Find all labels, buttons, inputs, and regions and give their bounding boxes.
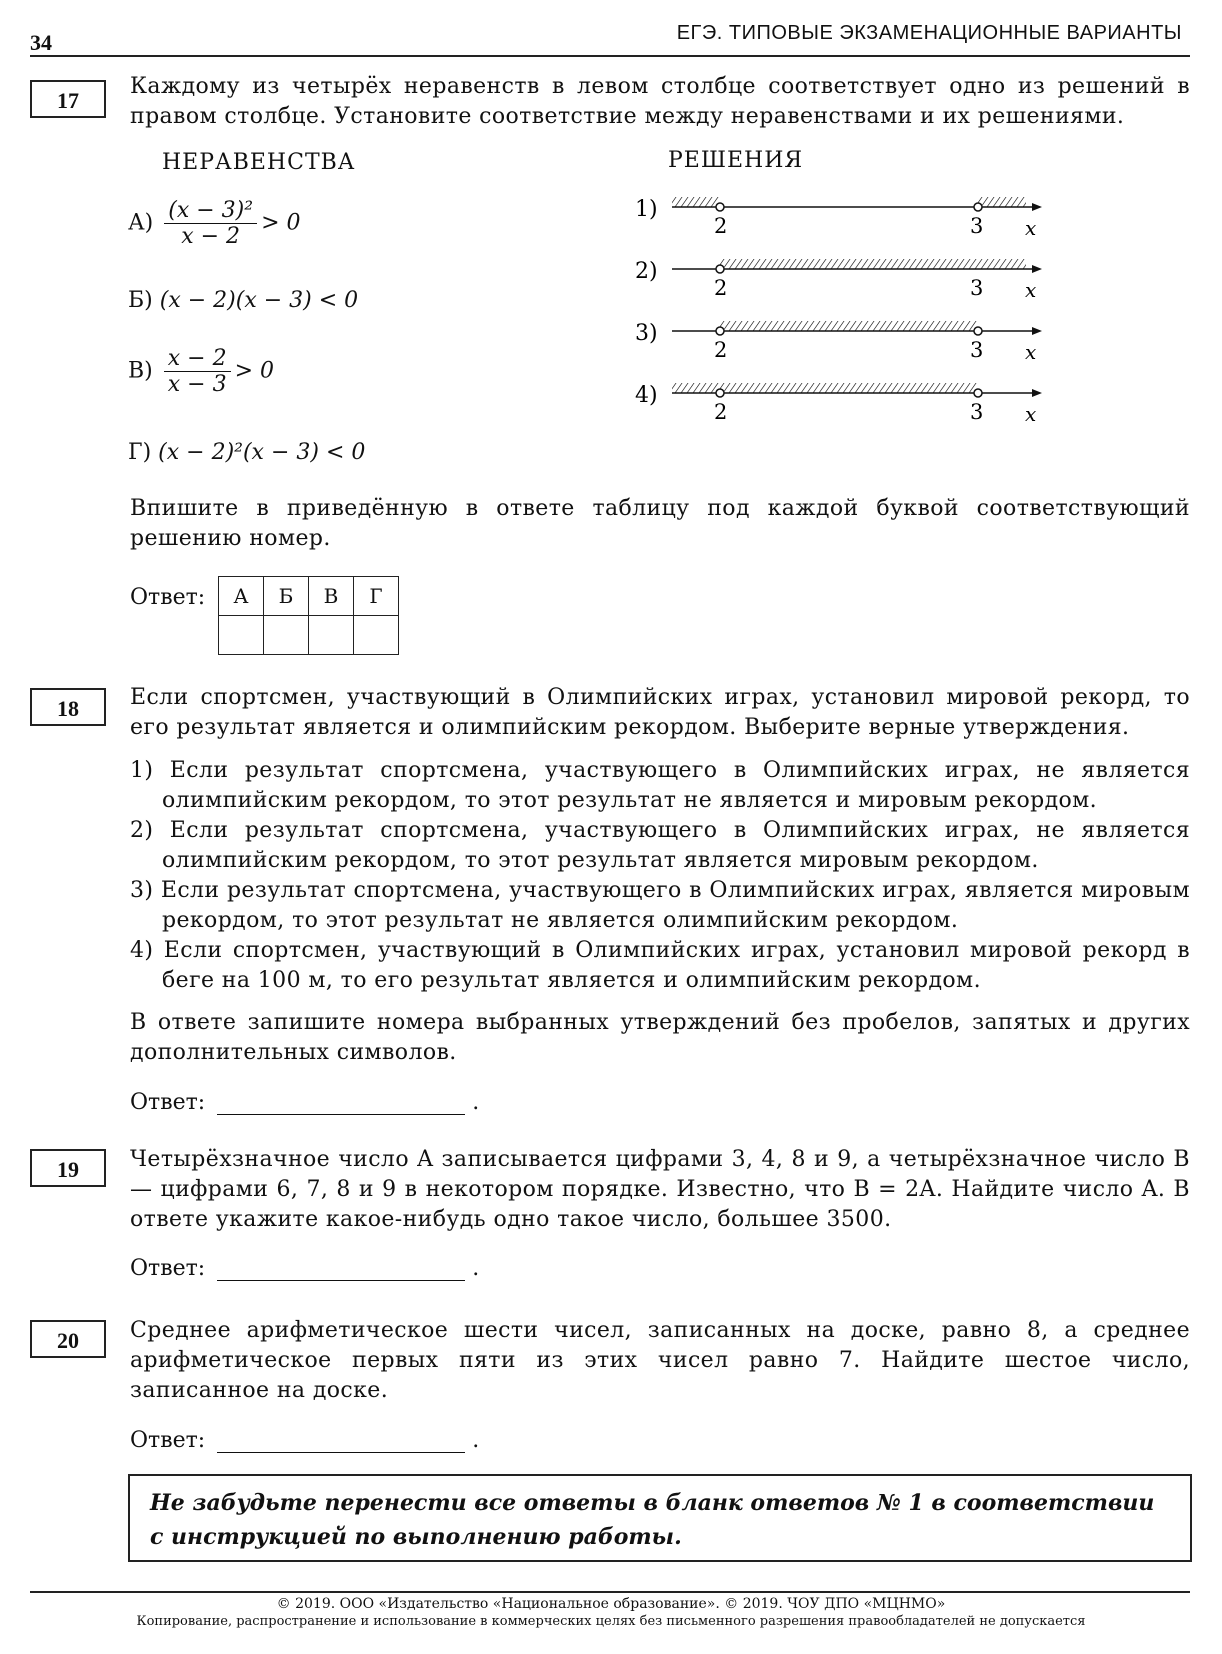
inequality-a	[128, 198, 301, 249]
solution-2-tick-3: 3	[970, 276, 984, 300]
solution-1-axis-label: x	[1025, 216, 1037, 240]
solution-4-tick-3: 3	[970, 400, 984, 424]
task-17-answer-table	[218, 576, 399, 655]
task-18-item-2: 2) Если результат спортсмена, участвующего в Олимпийских играх, не является олимпийским рекордом, то этот результат является мировым рекордом.	[130, 818, 1190, 873]
solution-2	[635, 259, 1042, 302]
task-19-answer-field[interactable]	[217, 1256, 465, 1281]
solution-2-tick-2: 2	[714, 276, 728, 300]
inequality-g-label: Г)	[128, 440, 152, 465]
solution-3-axis-label: x	[1025, 340, 1037, 364]
inequality-b-label: Б)	[128, 288, 153, 313]
task-19-number: 19	[30, 1149, 106, 1187]
inequality-a-relation: > 0	[261, 210, 301, 236]
solution-1-tick-3: 3	[970, 214, 984, 238]
task-17-number: 17	[30, 80, 106, 118]
footer-rights-notice: Копирование, распространение и использование в коммерческих целях без письменного разрешения правообладателей не допускается	[136, 1614, 1086, 1629]
task-17-text: Каждому из четырёх неравенств в левом столбце соответствует одно из решений в правом столбце. Установите соответствие между неравенствами и их решениями.	[130, 74, 1190, 129]
task-18-answer-field[interactable]	[217, 1090, 465, 1115]
footer-copyright: © 2019. ООО «Издательство «Национальное образование». © 2019. ЧОУ ДПО «МЦНМО»	[276, 1596, 946, 1612]
inequality-b-expression: (x − 2)(x − 3) < 0	[159, 288, 359, 313]
solution-1-label: 1)	[635, 197, 658, 222]
solution-4	[635, 383, 1042, 426]
solutions-number-lines	[630, 185, 1050, 435]
transfer-answers-notice: Не забудьте перенести все ответы в бланк ответов № 1 в соответствии с инструкцией по выполнению работы.	[128, 1474, 1192, 1562]
solution-3	[635, 321, 1042, 364]
task-18-text: Если спортсмен, участвующий в Олимпийских играх, установил мировой рекорд, то его результат является и олимпийским рекордом. Выберите верные утверждения.	[130, 685, 1190, 740]
solution-3-tick-2: 2	[714, 338, 728, 362]
solution-2-axis-label: x	[1025, 278, 1037, 302]
task-18-item-3: 3) Если результат спортсмена, участвующего в Олимпийских играх, является мировым рекордом, то этот результат не является олимпийским рекордом.	[130, 878, 1190, 933]
solution-1-tick-2: 2	[714, 214, 728, 238]
task-18-answer-label: Ответ:	[130, 1090, 206, 1115]
solutions-heading: РЕШЕНИЯ	[668, 148, 804, 173]
solution-1	[635, 197, 1042, 240]
solution-3-tick-3: 3	[970, 338, 984, 362]
header-rule	[30, 55, 1190, 57]
answer-col-a-header: А	[219, 577, 264, 616]
inequality-v-relation: > 0	[234, 358, 275, 384]
task-18-item-1: 1) Если результат спортсмена, участвующего в Олимпийских играх, не является олимпийским рекордом, то этот результат не является и мировым рекордом.	[130, 758, 1190, 813]
task-20-text: Среднее арифметическое шести чисел, записанных на доске, равно 8, а среднее арифметическое первых пяти из этих чисел равно 7. Найдите шестое число, записанное на доске.	[130, 1318, 1190, 1403]
task-19-answer-label: Ответ:	[130, 1256, 206, 1281]
solution-2-label: 2)	[635, 259, 658, 284]
inequality-v	[128, 346, 274, 397]
task-19-answer: Ответ: .	[130, 1256, 480, 1281]
task-17-instruction: Впишите в приведённую в ответе таблицу под каждой буквой соответствующий решению номер.	[130, 496, 1190, 551]
task-19-text: Четырёхзначное число A записывается цифрами 3, 4, 8 и 9, а четырёхзначное число B — цифрами 6, 7, 8 и 9 в некотором порядке. Известно, что B = 2A. Найдите число A. В ответе укажите какое-нибудь одно такое число, большее 3500.	[130, 1147, 1190, 1232]
task-18-item-4: 4) Если спортсмен, участвующий в Олимпийских играх, установил мировой рекорд в беге на 100 м, то его результат является и олимпийским рекордом.	[130, 938, 1190, 993]
task-20-number: 20	[30, 1320, 106, 1358]
task-18-instruction: В ответе запишите номера выбранных утверждений без пробелов, запятых и других дополнительных символов.	[130, 1010, 1190, 1065]
solution-4-axis-label: x	[1025, 402, 1037, 426]
answer-cell-b[interactable]	[264, 616, 309, 655]
answer-col-b-header: Б	[264, 577, 309, 616]
answer-cell-g[interactable]	[354, 616, 399, 655]
inequality-a-denominator: x − 2	[181, 224, 241, 249]
inequalities-heading: НЕРАВЕНСТВА	[162, 150, 356, 175]
task-18-answer: Ответ: .	[130, 1090, 480, 1115]
task-20-answer: Ответ: .	[130, 1428, 480, 1453]
footer-rule	[30, 1591, 1190, 1593]
solution-4-tick-2: 2	[714, 400, 728, 424]
solution-4-label: 4)	[635, 383, 658, 408]
inequality-b	[128, 288, 358, 313]
inequality-g	[128, 440, 365, 465]
inequality-a-label: А)	[128, 210, 154, 236]
inequality-a-numerator: (x − 3)²	[164, 198, 257, 224]
task-20-answer-field[interactable]	[217, 1428, 465, 1453]
inequality-v-numerator: x − 2	[164, 346, 231, 372]
inequality-v-label: В)	[128, 358, 153, 384]
inequality-v-denominator: x − 3	[167, 372, 227, 397]
answer-col-g-header: Г	[354, 577, 399, 616]
answer-col-v-header: В	[309, 577, 354, 616]
task-20-answer-label: Ответ:	[130, 1428, 206, 1453]
task-17-answer-label: Ответ:	[130, 585, 206, 610]
inequality-g-expression: (x − 2)²(x − 3) < 0	[158, 440, 366, 465]
answer-cell-a[interactable]	[219, 616, 264, 655]
answer-cell-v[interactable]	[309, 616, 354, 655]
solution-3-label: 3)	[635, 321, 658, 346]
task-18-number: 18	[30, 688, 106, 726]
running-title: ЕГЭ. ТИПОВЫЕ ЭКЗАМЕНАЦИОННЫЕ ВАРИАНТЫ	[676, 22, 1182, 44]
page-number: 34	[30, 30, 52, 55]
